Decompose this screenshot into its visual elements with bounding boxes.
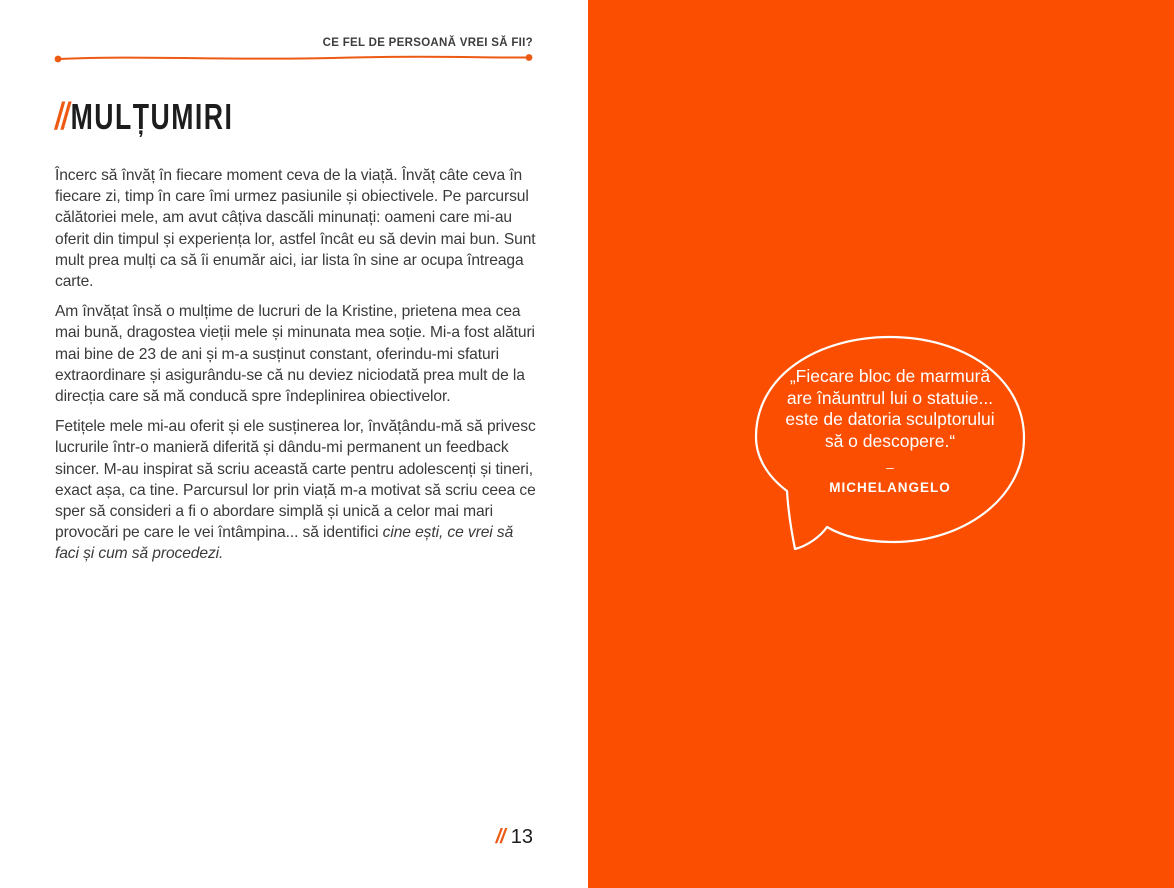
paragraph <box>55 416 539 564</box>
speech-bubble <box>748 334 1032 566</box>
chapter-title-text: MULȚUMIRI <box>70 96 234 137</box>
paragraph: Am învățat însă o mulțime de lucruri de la Kristine, prietena mea cea mai bună, dragostea vieții mele și minunata mea soție. Mi-a fost alături mai bine de 23 de ani și m-a susținut constant, oferindu-mi sfaturi extraordinare și asigurându-se că nu deviez niciodată prea mult de la direcția care să mă conducă spre îndeplinirea obiectivelor. <box>55 303 535 406</box>
rule-dot-right <box>526 54 533 61</box>
paragraph: Încerc să învăț în fiecare moment ceva de la viață. Învăț câte ceva în fiecare zi, timp în care îmi urmez pasiunile și obiectivele. Pe parcursul călătoriei mele, am avut câțiva dascăli minunați: oameni care mi-au oferit din timpul și experiența lor, astfel încât eu să devin mai bun. Sunt mult prea mulți ca să îi enumăr aici, iar lista în sine ar ocupa întreaga carte. <box>55 167 536 291</box>
chapter-title <box>55 96 233 139</box>
page-number-slashes-icon: // <box>495 826 505 848</box>
quote-dash: – <box>886 459 894 475</box>
quote-block <box>776 366 1004 495</box>
quote-author: MICHELANGELO <box>829 480 951 495</box>
rule-dot-left <box>55 56 62 63</box>
page-number-value: 13 <box>510 826 533 848</box>
right-book-page <box>588 0 1174 888</box>
header-rule-line <box>52 50 536 66</box>
page-number <box>55 826 533 849</box>
title-slashes-icon: // <box>55 96 68 138</box>
quote-text: „Fiecare bloc de marmură are înăuntrul lui o statuie... este de datoria sculptorului să o descopere.“ <box>785 366 995 451</box>
paragraph-regular-text: Fetițele mele mi-au oferit și ele susținerea lor, învățându-mă să privesc lucrurile într-o manieră diferită și dându-mi permanent un feedback sincer. M-au inspirat să scriu această carte pentru adolescenți și tineri, exact așa, ca tine. Parcursul lor prin viață m-a motivat să scriu ceea ce sper să consideri a fi o abordare simplă și unică a celor mai mari provocări pe care le vei întâmpina... să identifici <box>55 418 536 542</box>
running-header: CE FEL DE PERSOANĂ VREI SĂ FII? <box>322 37 533 49</box>
body-text-block <box>55 165 539 574</box>
paragraph-italic-text: cine ești, ce vrei să faci și cum să procedezi. <box>55 524 514 563</box>
